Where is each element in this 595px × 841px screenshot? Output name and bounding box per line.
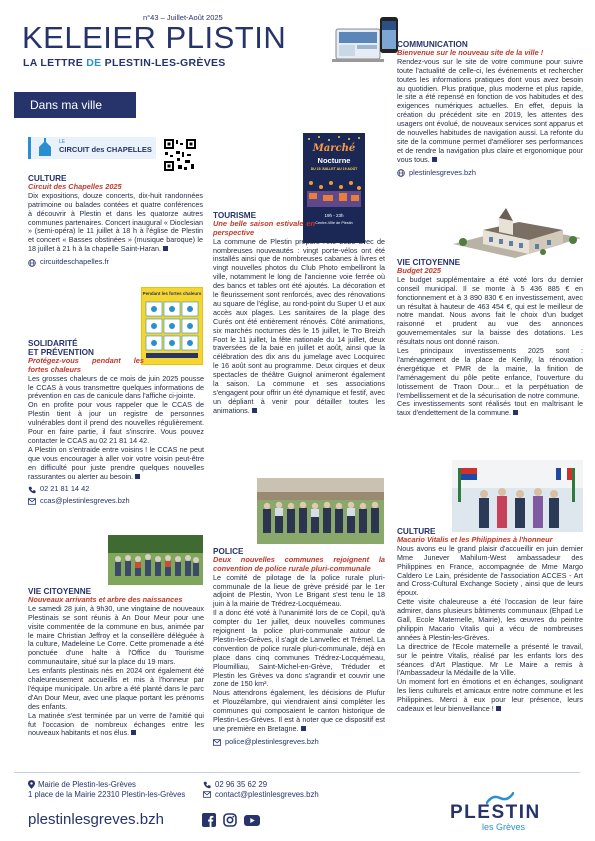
poster-place: Centre-Ville de Plestin xyxy=(315,221,353,225)
poster-dates: DU 15 JUILLET AU 19 AOÛT xyxy=(310,167,358,171)
ccas-phone[interactable] xyxy=(28,485,204,494)
communication-article xyxy=(397,40,583,178)
communication-body-text: Rendez-vous sur le site de votre commune pour suivre toute l'actualité de celle-ci, les événements et rechercher toutes les informations pratiques dont vous avez besoin au quotidien. Plus pratique, plus moderne et plus rapide, le site a été repensé en fonction de vos habitudes et des exigences numériques actuelles. En effet, depuis la création du précédent site en 2019, les attentes des usagers ont évolué, de nouveaux services sont apparus et de nouvelles habitudes de navigation aussi. La refonte du site de la commune permet d'améliorer ses performances et de rendre la navigation plus claire et ergonomique pour vous tous. xyxy=(397,56,583,164)
communication-tag: COMMUNICATION xyxy=(397,40,468,49)
culture-philippines-article xyxy=(397,527,583,714)
email-icon xyxy=(213,739,221,746)
poster-hours: 19h - 23h xyxy=(324,213,344,218)
end-mark-icon xyxy=(131,730,136,735)
budget-body-text: Le budget supplémentaire a été voté lors du dernier conseil municipal. Il se monte à 5 436 885 € en fonctionnement et à 3 890 830 € en investissement, avec un résultat à hauteur de 463 454 €, qui est le meilleur de notre mandat. Nous avons fait le choix d'un budget raisonné et prudent au vue des annonces gouvernementales sur la baisse des dotations. Les résultats nous ont donné raison. Les principaux investissements 2025 sont : l'aménagement de la place de Kerilly, la rénovation énergétique et PMR de la mairie, la finition de l'aménagement du pôle petite enfance, l'ouverture du lotissement de Traon Dour... et la perpétuation de l'embellissement et de la sécurisation de notre commune. Ces investissements sont réalisés tout en maîtrisant le taux d'endettement de la commune. xyxy=(397,274,583,418)
culture-2-body-text: Nous avons eu le grand plaisir d'accueillir en juin dernier Mme Junever Mahilum-West ambassadeur des Philippines en France, accompagnée de Mme Margo Caldero Le Lain, présidente de l'association ACCES - Art and Cross-Cultural Exchange Society , ainsi que de leurs époux. Cette visite chaleureuse a été l'occasion de leur faire admirer, dans plusieurs bâtiments communaux (Ehpad Le Gall, Ecole Maternelle, Mairie), les œuvres du peintre philippin Macario Vitalis qui a vécu de nombreuses années à Plestin-les-Grèves. La directrice de l'Ecole maternelle a présenté le travail, sur le peintre Vitalis, réalisé par les enfants lors des séances d'Art Plastique. Mr Le Maire a remis à l'Ambassadeur la Médaille de la Ville. Un moment fort en émotions et en échanges, soulignant les liens culturels et amicaux entre notre commune et les Philippines. Merci à eux pour leur présence, leurs cadeaux et leur bienveillance ! xyxy=(397,543,583,714)
phone-icon xyxy=(203,781,211,789)
footer-phone[interactable] xyxy=(203,780,319,790)
ccas-phone-text[interactable]: 02 21 81 14 42 xyxy=(40,484,90,494)
email-icon xyxy=(203,791,211,798)
budget-body xyxy=(397,276,583,419)
culture-body-text: Dix expositions, douze concerts, dix-huit randonnées patrimoine ou balades contées et quatre conférences à découvrir à Plestin et dans les quatorze autres communes partenaires. Concert inaugural « Dioclesian » (semi-opéra) le 11 juillet à 18 h à l'église de Plestin et concert « Basses obstinées » (musique baroque) le 18 juillet à 21 h à la chapelle Saint-Haran. xyxy=(28,190,203,254)
globe-icon xyxy=(397,169,405,177)
end-mark-icon xyxy=(496,706,501,711)
police-email-text[interactable]: police@plestinlesgreves.bzh xyxy=(225,736,319,746)
culture-body xyxy=(28,192,203,254)
footer-address-line-1: Mairie de Plestin-les-Grèves xyxy=(38,780,136,789)
police-article xyxy=(213,547,385,747)
solidarite-article xyxy=(28,339,204,506)
police-body-text: Le comité de pilotage de la police rurale pluri-communale de la lieue de grève présidé par le 1er adjoint de Plestin, Yvon Le Brigant s'est tenu le 18 juin à la mairie de Trédrez-Locquémeau. Il a donc été voté à l'unanimité lors de ce Copil, qu'à compter du 1er juillet, deux nouvelles communes rejoignent la police pluri-communale autour de Plestin-les-Grèves, il s'agit de Lanvellec et Trémel. La convention de police rurale pluri-communale, déjà en place dans cinq communes Trédrez-Locquémeau, Ploumilliau, Saint-Michel-en-Grève, Tréduder et Plestin les Grèves va donc s'agrandir et couvrir une zone de 150 km². Nous attendrons également, les décisions de Plufur et Plouzélambre, qui viendraient ainsi compléter les communes qui composaient le canton historique de Plestin-Les-Grèves. Il est à noter que ce dispositif est une première en Bretagne. xyxy=(213,572,385,733)
plestin-logo xyxy=(450,792,550,832)
logo-sub-text: les Grèves xyxy=(482,822,526,832)
footer-website[interactable]: plestinlesgreves.bzh xyxy=(28,811,164,828)
page-title: KELEIER PLISTIN xyxy=(22,20,287,55)
solidarite-tag-1: SOLIDARITÉ xyxy=(28,339,78,348)
vie-citoyenne-tag: VIE CITOYENNE xyxy=(28,587,92,596)
logo-main-text: PLESTIN xyxy=(450,802,541,823)
subtitle-part-2: DE xyxy=(86,57,102,69)
police-kicker: Deux nouvelles communes rejoignent la convention de police rurale pluri-communale xyxy=(213,555,385,573)
culture-2-kicker: Macario Vitalis et les Philippines à l'honneur xyxy=(397,535,553,544)
culture-2-tag: CULTURE xyxy=(397,527,436,536)
vie-citoyenne-kicker: Nouveaux arrivants et arbre des naissances xyxy=(28,595,183,604)
police-tag: POLICE xyxy=(213,547,244,556)
philippines-visit-photo xyxy=(452,460,583,532)
instagram-icon[interactable] xyxy=(223,813,237,827)
poster-title-1: Marché xyxy=(312,143,356,154)
phone-icon xyxy=(28,486,36,494)
footer-address-line-2: 1 place de la Mairie 22310 Plestin-les-Grèves xyxy=(28,789,186,799)
culture-tag: CULTURE xyxy=(28,174,67,183)
page-subtitle xyxy=(23,57,226,69)
website-mockup-image xyxy=(332,13,400,77)
circuit-link-text[interactable]: circuitdeschapelles.fr xyxy=(40,257,110,267)
location-pin-icon xyxy=(28,780,35,789)
culture-2-body xyxy=(397,545,583,714)
circuit-logo-text: CIRCUIT des CHAPELLES xyxy=(59,145,152,154)
footer-address xyxy=(28,780,185,799)
communication-link[interactable] xyxy=(397,169,583,178)
police-email[interactable] xyxy=(213,738,385,747)
footer-email-text[interactable]: contact@plestinlesgreves.bzh xyxy=(215,789,319,799)
communication-body xyxy=(397,58,583,165)
globe-icon xyxy=(28,259,36,267)
footer-phone-text[interactable]: 02 96 35 62 29 xyxy=(215,780,268,789)
solidarite-body xyxy=(28,375,204,482)
tourisme-tag: TOURISME xyxy=(213,211,257,220)
poster-title-2: Nocturne xyxy=(317,156,351,165)
poster-title: Pendant les fortes chaleurs xyxy=(142,291,202,296)
solidarite-kicker: Protégez-vous pendant les fortes chaleurs xyxy=(28,356,144,374)
ccas-email-text[interactable]: ccas@plestinlesgreves.bzh xyxy=(40,496,130,506)
footer-email[interactable] xyxy=(203,790,319,800)
budget-kicker: Budget 2025 xyxy=(397,266,441,275)
qr-code xyxy=(163,138,197,172)
end-mark-icon xyxy=(301,726,306,731)
circuit-logo-small: LE xyxy=(59,139,66,145)
end-mark-icon xyxy=(432,157,437,162)
section-banner: Dans ma ville xyxy=(14,92,136,118)
tourisme-body xyxy=(213,238,385,416)
solidarite-body-text: Les grosses chaleurs de ce mois de juin 2025 pousse le CCAS à vous transmettre quelques informations de prévention en cas de canicule dans l'affiche ci-jointe. On en profite pour vous rappeler que le CCAS de Plestin tient à jour un registre de personnes vulnérables dont il prend des nouvelles régulièrement. Pour en faire partie, il faut s'inscrire. Vous pouvez contacter le CCAS au 02 21 81 14 42. A Plestin on s'entraide entre voisins ! le CCAS ne peut que vous encourager à aller voir votre voisin peut-être en difficulté pour juste prendre quelques nouvelles rassurantes ou alerter au besoin. xyxy=(28,373,204,481)
vie-citoyenne-budget-article xyxy=(397,258,583,418)
communication-link-text[interactable]: plestinlesgreves.bzh xyxy=(409,167,476,177)
circuit-link[interactable] xyxy=(28,258,203,267)
town-hall-model-image xyxy=(443,200,585,260)
youtube-icon[interactable] xyxy=(244,813,260,827)
footer-divider xyxy=(14,772,580,773)
vie-citoyenne-body-text: Le samedi 28 juin, à 9h30, une vingtaine de nouveaux Plestinais se sont réunis à An Dour Meur pour une visite commentée de la commune en bus, animée par le maire Christian Jeffroy et la conseillère déléguée à la culture, Madeleine Le Corre. Cette promenade a été ponctuée d'une halte à l'Office du Tourisme communautaire, situé sur la place du 19 mars. Les enfants plestinais nés en 2024 ont également été chaleureusement accueillis et mis à l'honneur par l'équipe municipale. Un arbre a été planté dans le parc d'An Dour Meur, avec une plaque portant les prénoms des enfants. La matinée s'est terminée par un verre de l'amitié qui fut l'occasion de nombreux échanges entre les nouveaux habitants et nos élus. xyxy=(28,603,204,738)
culture-circuit-article xyxy=(28,174,203,267)
circuit-chapelles-logo xyxy=(28,137,156,159)
issue-number: n°43 – Juillet-Août 2025 xyxy=(143,13,223,22)
vie-citoyenne-newcomers-article xyxy=(28,587,204,738)
tourisme-body-text: La commune de Plestin prépare l'été 2025 avec de nombreuses nouveautés : vingt porte-vélos ont été installés ainsi que de nombreuses cabanes à livres et vingt nouvelles photos du Club Photo embelliront la ville, notamment le long de l'ancienne voie ferrée où des bancs et tables ont été ajoutés. La décoration et le fleurissement sont renforcés, avec des rénovations au square de l'église, au rond-point du Super U et aux accès aux plages. Les sanitaires de la plage des Curés ont été entièrement rénovés. Côté animations, six marchés nocturnes dès le 15 juillet, le Tro Breizh Foot le 11 juillet, la fête nationale du 14 juillet, deux traversées de la baie en juillet et août, ainsi que la célébration des dix ans du jumelage avec Locquirec le 16 août sont au programme. Deux cirques et deux spectacles de théâtre Guignol animeront également la saison. La commune et ses associations s'engagent pour offrir un été dynamique et festif, avec un dépliant à venir pour détailler toutes les animations. xyxy=(213,236,385,415)
culture-kicker: Circuit des Chapelles 2025 xyxy=(28,182,122,191)
group-photo-newcomers xyxy=(108,535,203,585)
solidarite-tag-2: ET PRÉVENTION xyxy=(28,348,94,357)
social-icons xyxy=(202,813,260,827)
facebook-icon[interactable] xyxy=(202,813,216,827)
end-mark-icon xyxy=(163,246,168,251)
budget-tag: VIE CITOYENNE xyxy=(397,258,461,267)
footer-contact xyxy=(203,780,319,799)
email-icon xyxy=(28,498,36,505)
subtitle-part-1: LA LETTRE xyxy=(23,57,87,69)
end-mark-icon xyxy=(513,410,518,415)
police-body xyxy=(213,574,385,734)
tourisme-article xyxy=(213,211,385,416)
police-committee-photo xyxy=(257,478,384,544)
vie-citoyenne-body xyxy=(28,605,204,739)
subtitle-part-3: PLESTIN-LES-GRÈVES xyxy=(101,57,226,69)
end-mark-icon xyxy=(135,474,140,479)
ccas-email[interactable] xyxy=(28,497,204,506)
tourisme-kicker: Une belle saison estivale en perspective xyxy=(213,219,315,237)
communication-kicker: Bienvenue sur le nouveau site de la ville ! xyxy=(397,48,544,57)
end-mark-icon xyxy=(252,408,257,413)
